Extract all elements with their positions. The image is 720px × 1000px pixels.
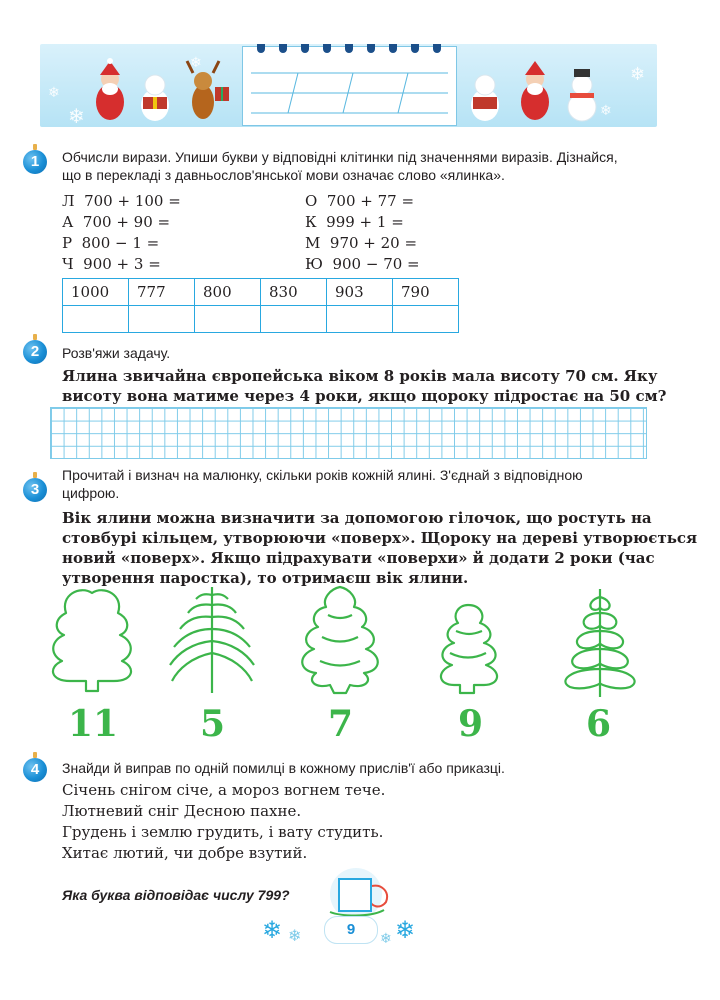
proverbs-list (62, 780, 385, 864)
task-1-expressions-left (62, 192, 181, 276)
tree-5 (565, 589, 634, 697)
expression-row: М 970 + 20 = (305, 234, 418, 252)
age-number: 11 (68, 703, 119, 745)
answer-value: 1000 (63, 279, 129, 306)
letter-input-cell[interactable] (195, 306, 261, 333)
task-3-instruction: Прочитай і визнач на малюнку, скільки років кожній ялині. З'єднай з відповідною цифрою. (62, 467, 583, 501)
task-number-badge: 1 (23, 150, 47, 174)
snowflake-icon: ❄ (48, 84, 60, 100)
tree-1 (53, 590, 131, 691)
task-3-text: Вік ялини можна визначити за допомогою гілочок, що ростуть на стовбурі кільцем, утворюючи «поверх». Щороку на дереві утворюється новий «поверх». Якщо підрахувати «поверхи» й додати 2 роки (час утворення паростка), то отримаєш вік ялини. (62, 509, 698, 587)
age-number: 6 (586, 703, 612, 745)
notepad-illustration (242, 46, 457, 126)
snowflake-icon: ❄ (630, 64, 646, 84)
tree-4 (441, 605, 497, 693)
snowflake-icon: ❄ (395, 917, 416, 944)
answer-table (62, 278, 459, 333)
answer-value: 790 (393, 279, 459, 306)
answer-input-box[interactable] (338, 878, 372, 912)
solution-grid[interactable] (50, 407, 647, 459)
answer-value: 830 (261, 279, 327, 306)
expression-row: Л 700 + 100 = (62, 192, 181, 210)
snowflake-icon: ❄ (190, 54, 202, 70)
bonus-question: Яка буква відповідає числу 799? (62, 887, 290, 903)
expression-row: О 700 + 77 = (305, 192, 415, 210)
age-number: 9 (458, 703, 484, 745)
expression-row: Р 800 − 1 = (62, 234, 160, 252)
snowflake-icon: ❄ (288, 928, 302, 945)
proverb: Лютневий сніг Десною пахне. (62, 802, 302, 820)
expression-row: Ю 900 − 70 = (305, 255, 420, 273)
letter-input-cell[interactable] (261, 306, 327, 333)
letter-input-cell[interactable] (63, 306, 129, 333)
letter-input-cell[interactable] (393, 306, 459, 333)
answer-value: 903 (327, 279, 393, 306)
letter-input-cell[interactable] (129, 306, 195, 333)
answer-value: 777 (129, 279, 195, 306)
proverb: Грудень і землю грудить, і вату студить. (62, 823, 384, 841)
tree-3 (302, 587, 378, 693)
page-number: 9 (324, 916, 378, 944)
task-4-instruction: Знайди й виправ по одній помилці в кожному прислів'ї або приказці. (62, 760, 505, 776)
expression-row: Ч 900 + 3 = (62, 255, 161, 273)
christmas-characters-illustration (460, 57, 610, 127)
expression-row: А 700 + 90 = (62, 213, 171, 231)
age-number: 5 (200, 703, 226, 745)
letter-input-cell[interactable] (327, 306, 393, 333)
task-number-badge: 2 (23, 340, 47, 364)
task-number-badge: 3 (23, 478, 47, 502)
task-number-badge: 4 (23, 758, 47, 782)
snowflake-icon: ❄ (262, 917, 283, 944)
expression-row: К 999 + 1 = (305, 213, 404, 231)
trees-illustration (40, 585, 660, 700)
christmas-characters-illustration (85, 57, 235, 127)
proverb: Хитає лютий, чи добре взутий. (62, 844, 308, 862)
task-2-problem: Ялина звичайна європейська віком 8 років мала висоту 70 см. Яку висоту вона матиме через 4 роки, якщо щороку підростає на 50 см? (62, 367, 667, 405)
task-2-instruction: Розв'яжи задачу. (62, 345, 171, 361)
task-1-instruction: Обчисли вирази. Упиши букви у відповідні клітинки під значеннями виразів. Дізнайся, що в перекладі з давньослов'янської мови означає слово «ялинка». (62, 149, 618, 183)
header-banner (40, 44, 657, 127)
age-number: 7 (328, 703, 354, 745)
task-1-expressions-right (305, 192, 420, 276)
snowflake-icon: ❄ (68, 106, 85, 127)
answer-value: 800 (195, 279, 261, 306)
snowflake-icon: ❄ (380, 930, 392, 946)
proverb: Січень снігом січе, а мороз вогнем тече. (62, 781, 386, 799)
tree-2 (170, 587, 254, 693)
snowflake-icon: ❄ (600, 102, 612, 118)
